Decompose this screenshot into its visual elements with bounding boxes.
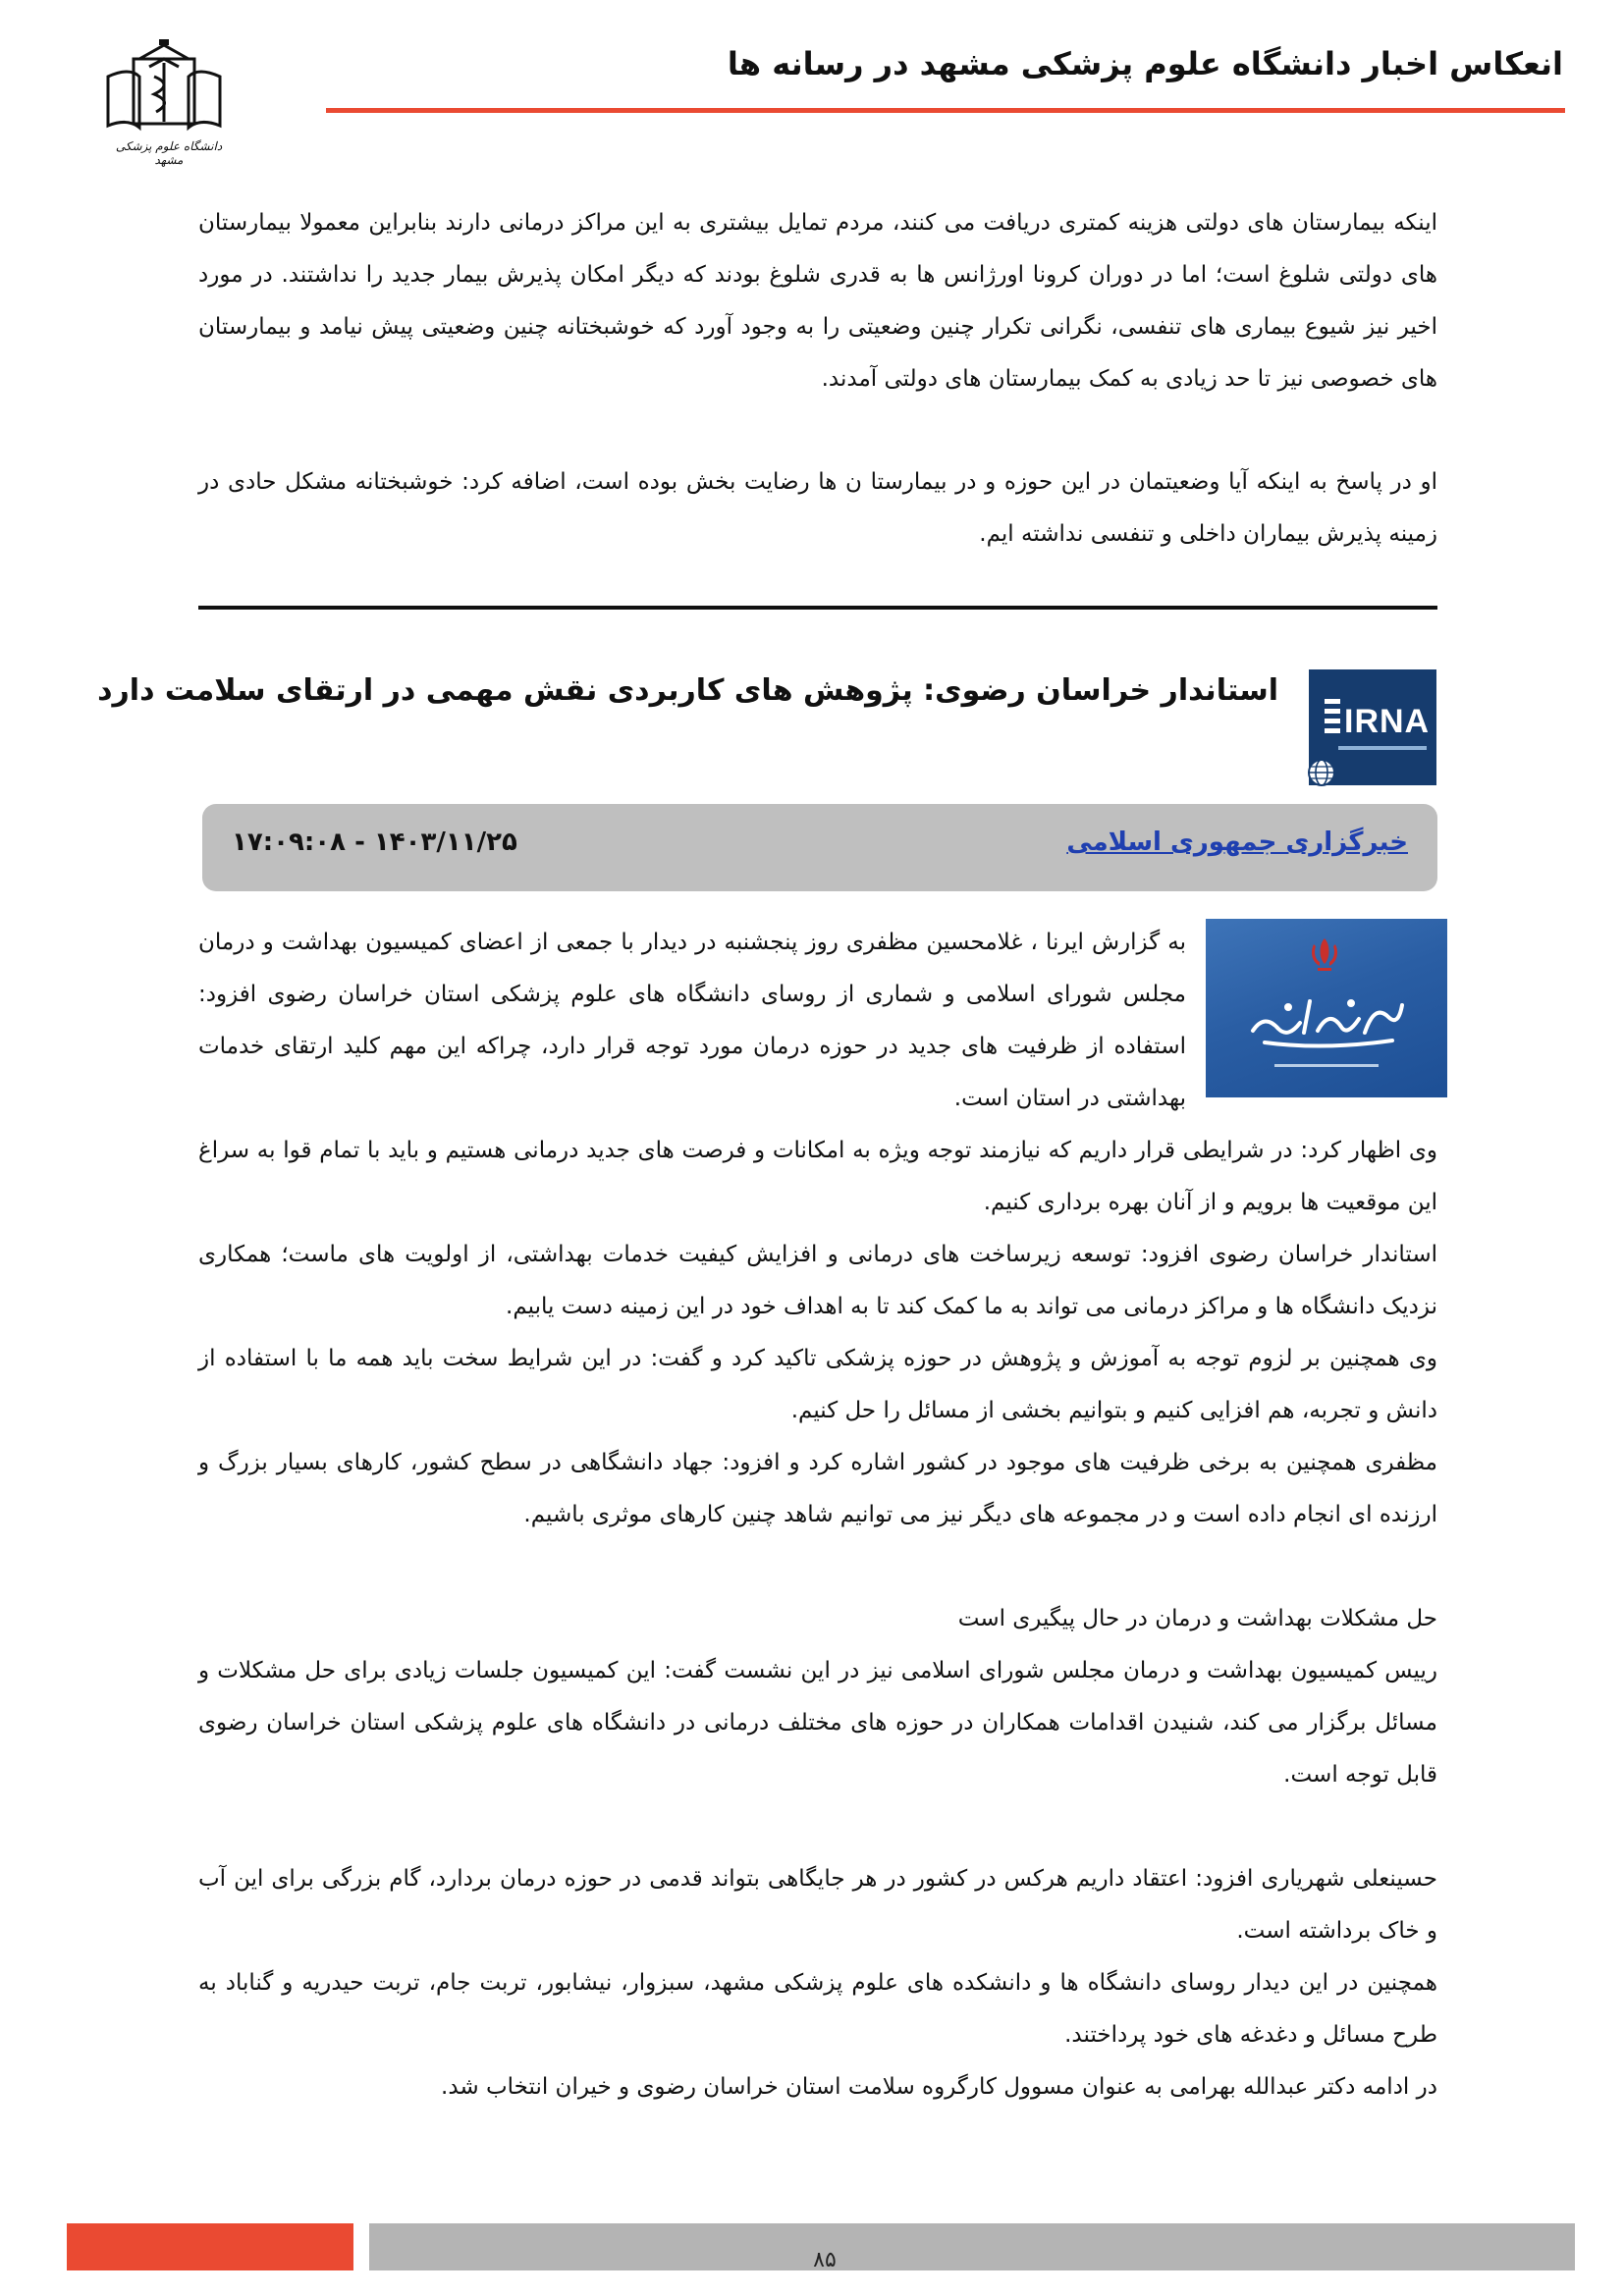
article-title: استاندار خراسان رضوی: پژوهش های کاربردی نقش مهمی در ارتقای سلامت دارد (97, 673, 1278, 708)
article-image (1206, 919, 1447, 1097)
body-paragraph: مظفری همچنین به برخی ظرفیت های موجود در کشور اشاره کرد و افزود: جهاد دانشگاهی در سطح کشور، کارهای بسیار بزرگ و ارزنده ای انجام داده است و در مجموعه های دیگر نیز می توانیم شاهد چنین کارهای موثری باشیم. (198, 1450, 1437, 1527)
continued-paragraph-2 (198, 456, 1437, 561)
section-divider (198, 606, 1437, 610)
university-logo (90, 37, 238, 170)
irna-logo (1309, 669, 1436, 785)
irna-subline (1338, 746, 1427, 750)
body-paragraph: وی همچنین بر لزوم توجه به آموزش و پژوهش در حوزه پزشکی تاکید کرد و گفت: در این شرایط سخت باید همه ما با استفاده از دانش و تجربه، هم افزایی کنیم و بتوانیم بخشی از مسائل را حل کنیم. (198, 1346, 1437, 1423)
spacer (198, 1801, 1437, 1853)
body-paragraph: رییس کمیسیون بهداشت و درمان مجلس شورای اسلامی نیز در این نشست گفت: این کمیسیون جلسات زیادی برای حل مشکلات و مسائل برگزار می کند، شنیدن اقدامات همکاران در حوزه های مختلف درمانی در دانشگاه های علوم پزشکی استان خراسان رضوی قابل توجه است. (198, 1658, 1437, 1788)
iran-emblem-icon (1308, 934, 1341, 976)
article-body (198, 1125, 1437, 2113)
body-paragraph: استاندار خراسان رضوی افزود: توسعه زیرساخت های درمانی و افزایش کیفیت خدمات بهداشتی، از اولویت های ماست؛ همکاری نزدیک دانشگاه ها و مراکز درمانی می تواند به ما کمک کند تا به اهداف خود در این زمینه دست یابیم. (198, 1242, 1437, 1319)
lead-paragraph: به گزارش ایرنا ، غلامحسین مظفری روز پنجشنبه در دیدار با جمعی از اعضای کمیسیون بهداشت و درمان مجلس شورای اسلامی و شماری از روسای دانشگاه های علوم پزشکی استان خراسان رضوی افزود: استفاده از ظرفیت های جدید در حوزه درمان مورد توجه قرار دارد، چراکه این مهم کلید ارتقای خدمات بهداشتی در استان است. (198, 930, 1186, 1111)
paragraph: اینکه بیمارستان های دولتی هزینه کمتری دریافت می کنند، مردم تمایل بیشتری به این مراکز درمانی دارند بنابراین معمولا بیمارستان های دولتی شلوغ است؛ اما در دوران کرونا اورژانس ها به قدری شلوغ بودند که دیگر امکان پذیرش بیمار جدید را نداشتند. در مورد اخیر نیز شیوع بیماری های تنفسی، نگرانی تکرار چنین وضعیتی را به وجود آورد که خوشبختانه چنین وضعیتی پیش نیامد و بیمارستان های خصوصی نیز تا حد زیادی به کمک بیمارستان های دولتی آمدند. (198, 210, 1437, 392)
paragraph: او در پاسخ به اینکه آیا وضعیتمان در این حوزه و در بیمارستا ن ها رضایت بخش بوده است، اضافه کرد: خوشبختانه مشکل حادی در زمینه پذیرش بیماران داخلی و تنفسی نداشته ایم. (198, 469, 1437, 547)
publish-date: ۱۴۰۳/۱۱/۲۵ - ۱۷:۰۹:۰۸ (232, 828, 517, 857)
source-link[interactable]: خبرگزاری جمهوری اسلامی (1066, 828, 1408, 857)
continued-paragraph-1 (198, 197, 1437, 405)
university-emblem-icon (90, 37, 238, 150)
source-bar (202, 804, 1437, 891)
irna-logo-text: IRNA (1344, 703, 1431, 740)
footer-bar (369, 2223, 1575, 2270)
body-paragraph: حسینعلی شهریاری افزود: اعتقاد داریم هرکس در کشور در هر جایگاهی بتواند قدمی در حوزه درمان بردارد، گام بزرگی برای این آب و خاک برداشته است. (198, 1866, 1437, 1944)
article-lead (198, 917, 1186, 1125)
irna-bars-icon (1325, 699, 1340, 738)
article-subheading: حل مشکلات بهداشت و درمان در حال پیگیری است (957, 1606, 1437, 1631)
page-number: ۸۵ (813, 2248, 837, 2272)
page-header-title: انعکاس اخبار دانشگاه علوم پزشکی مشهد در رسانه ها (727, 45, 1563, 82)
calligraphy-graphic (1245, 984, 1408, 1052)
spacer (198, 1541, 1437, 1593)
globe-icon (1307, 758, 1336, 787)
body-paragraph: وی اظهار کرد: در شرایطی قرار داریم که نیازمند توجه ویژه به امکانات و فرصت های جدید درمانی هستیم و باید با تمام قوا به سراغ این موقعیت ها برویم و از آنان بهره برداری کنیم. (198, 1138, 1437, 1215)
logo-caption: دانشگاه علوم پزشکی مشهد (115, 139, 223, 167)
body-paragraph: همچنین در این دیدار روسای دانشگاه ها و دانشکده های علوم پزشکی مشهد، سبزوار، نیشابور، تربت جام، تربت حیدریه و گناباد به طرح مسائل و دغدغه های خود پرداختند. (198, 1970, 1437, 2048)
body-paragraph: در ادامه دکتر عبدالله بهرامی به عنوان مسوول کارگروه سلامت استان خراسان رضوی و خیران انتخاب شد. (441, 2074, 1437, 2100)
image-caption-line (1274, 1064, 1379, 1067)
header-divider (326, 108, 1565, 113)
footer-accent-bar (67, 2223, 353, 2270)
